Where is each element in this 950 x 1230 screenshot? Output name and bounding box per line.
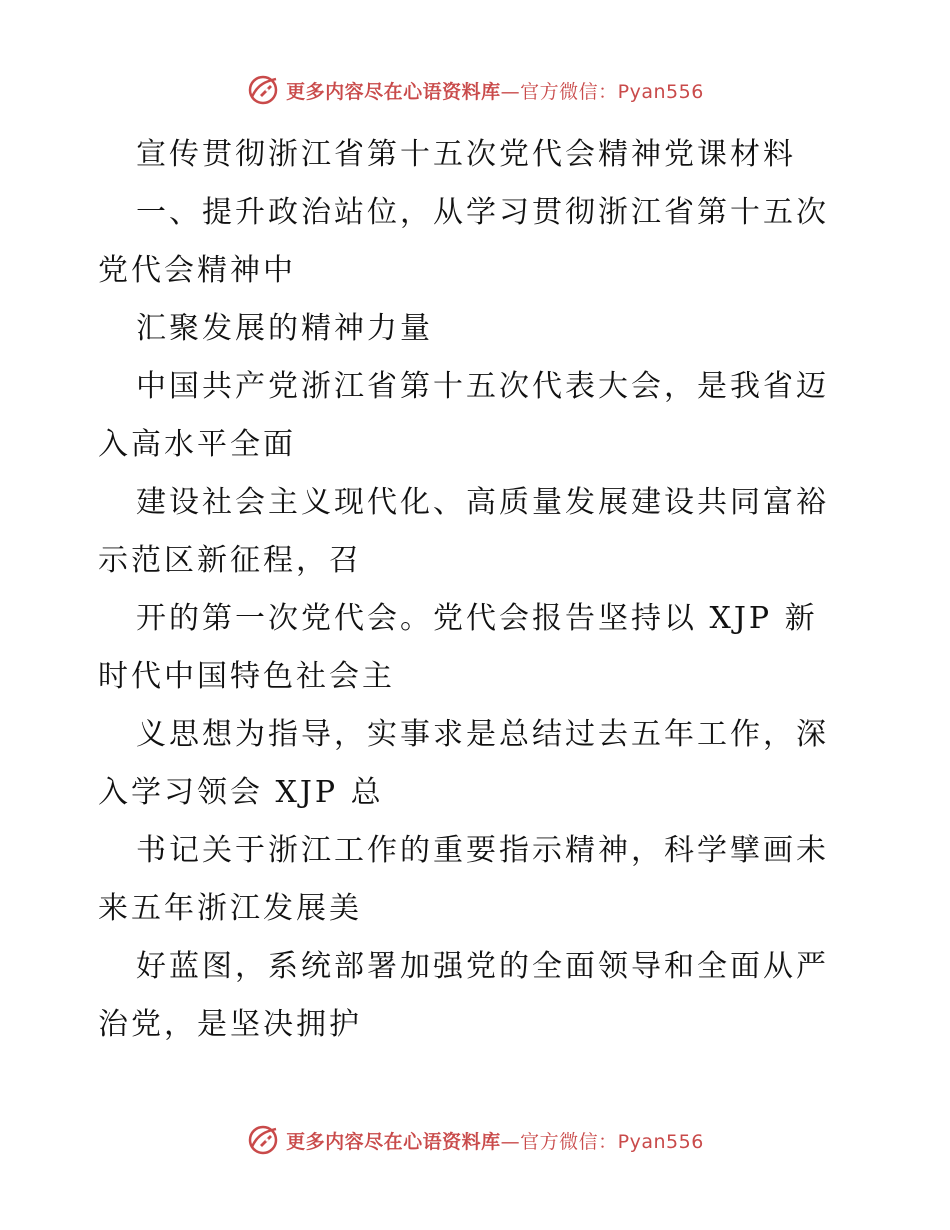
text-line: 党代会精神中 bbox=[98, 253, 296, 288]
text-line: 开的第一次党代会。党代会报告坚持以 XJP 新 bbox=[136, 601, 818, 636]
pen-nib-swirl-icon bbox=[246, 73, 280, 107]
brand-text: 更多内容尽在心语资料库 bbox=[286, 80, 501, 103]
text-line: 宣传贯彻浙江省第十五次党代会精神党课材料 bbox=[136, 137, 796, 172]
pen-nib-swirl-icon bbox=[246, 1123, 280, 1157]
text-line: 中国共产党浙江省第十五次代表大会，是我省迈 bbox=[136, 369, 829, 404]
header-watermark-text bbox=[286, 77, 704, 104]
footer-watermark-banner bbox=[0, 1120, 950, 1160]
text-line: 入学习领会 XJP 总 bbox=[98, 775, 384, 810]
text-line: 建设社会主义现代化、高质量发展建设共同富裕 bbox=[136, 485, 829, 520]
text-line: 入高水平全面 bbox=[98, 427, 296, 462]
header-watermark-banner bbox=[0, 70, 950, 110]
text-line: 治党，是坚决拥护 bbox=[98, 1007, 362, 1042]
text-line: 义思想为指导，实事求是总结过去五年工作，深 bbox=[136, 717, 829, 752]
contact-text: —官方微信：Pyan556 bbox=[500, 80, 704, 103]
text-line: 时代中国特色社会主 bbox=[98, 659, 395, 694]
text-line: 来五年浙江发展美 bbox=[98, 891, 362, 926]
document-body bbox=[98, 126, 858, 1054]
text-line: 汇聚发展的精神力量 bbox=[136, 311, 433, 346]
footer-watermark-text bbox=[286, 1127, 704, 1154]
text-line: 一、提升政治站位，从学习贯彻浙江省第十五次 bbox=[136, 195, 829, 230]
text-line: 书记关于浙江工作的重要指示精神，科学擘画未 bbox=[136, 833, 829, 868]
brand-text: 更多内容尽在心语资料库 bbox=[286, 1130, 501, 1153]
text-line: 示范区新征程，召 bbox=[98, 543, 362, 578]
text-line: 好蓝图，系统部署加强党的全面领导和全面从严 bbox=[136, 949, 829, 984]
contact-text: —官方微信：Pyan556 bbox=[500, 1130, 704, 1153]
